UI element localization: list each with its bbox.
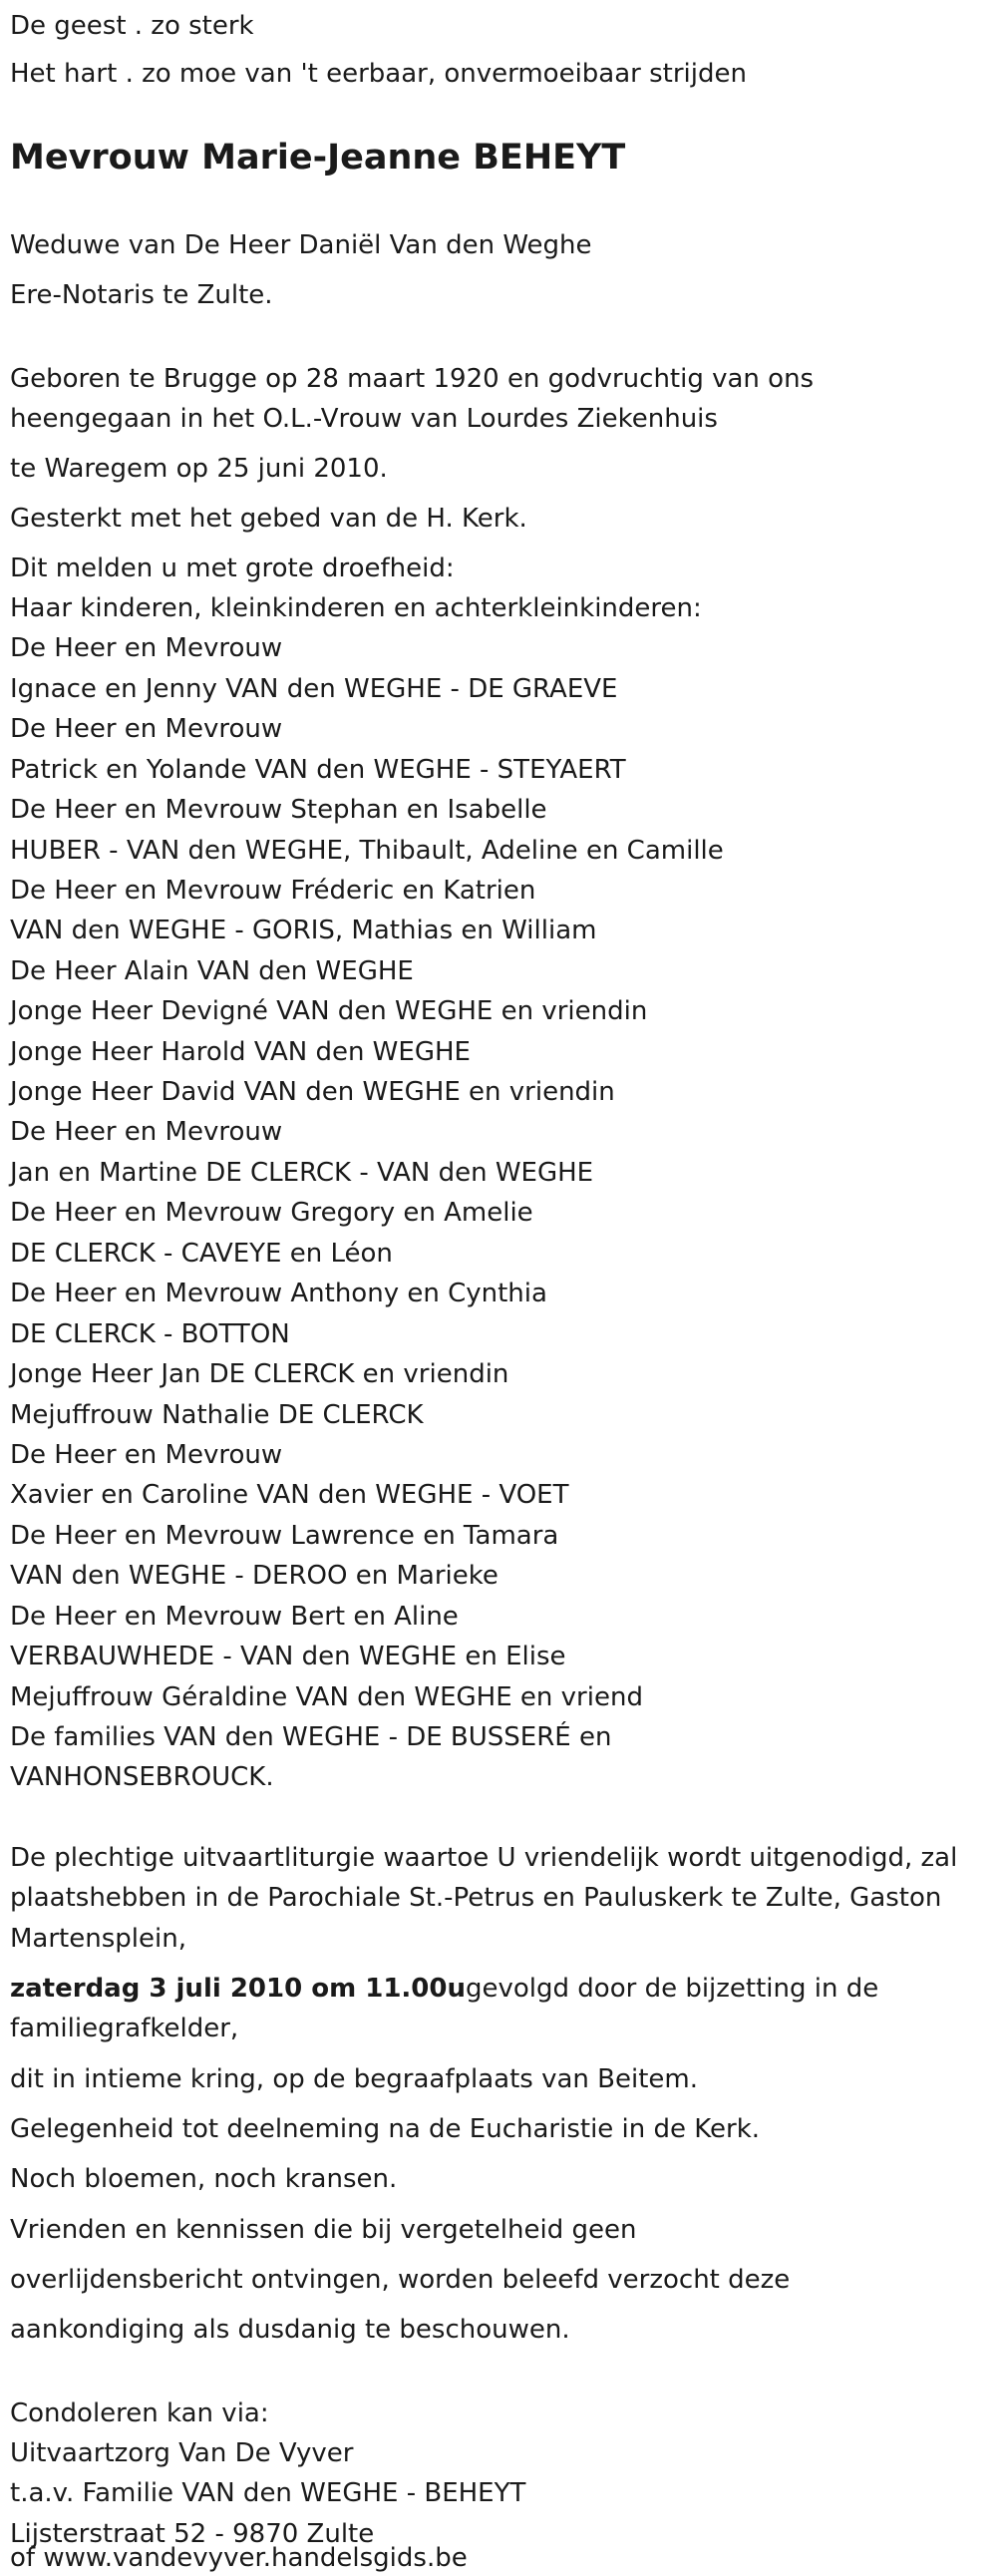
family-line: VANHONSEBROUCK. [10, 1762, 274, 1792]
funeral-line-9: Vrienden en kennissen die bij vergetelheid geen [10, 2215, 637, 2245]
birth-line-1: Geboren te Brugge op 28 maart 1920 en godvruchtig van ons [10, 364, 815, 394]
spouse-line-1: Weduwe van De Heer Daniël Van den Weghe [10, 230, 592, 260]
funeral-line-3: Martensplein, [10, 1924, 186, 1954]
family-line: Jonge Heer Devigné VAN den WEGHE en vriendin [10, 996, 648, 1026]
family-line: De Heer en Mevrouw Gregory en Amelie [10, 1198, 533, 1228]
family-line: Haar kinderen, kleinkinderen en achterkleinkinderen: [10, 593, 702, 623]
family-line: De Heer en Mevrouw [10, 714, 283, 744]
funeral-line-8: Noch bloemen, noch kransen. [10, 2164, 398, 2194]
funeral-date-rest: gevolgd door de bijzetting in de [466, 1974, 879, 2004]
funeral-line-10: overlijdensbericht ontvingen, worden beleefd verzocht deze [10, 2265, 791, 2295]
family-line: VAN den WEGHE - DEROO en Marieke [10, 1561, 498, 1591]
intro-line-2: Het hart . zo moe van 't eerbaar, onvermoeibaar strijden [10, 59, 747, 89]
family-line: Jonge Heer Harold VAN den WEGHE [10, 1037, 471, 1067]
condolences-line-2: Uitvaartzorg Van De Vyver [10, 2438, 354, 2468]
family-line: Patrick en Yolande VAN den WEGHE - STEYAERT [10, 755, 626, 785]
funeral-line-5: familiegrafkelder, [10, 2014, 239, 2043]
funeral-line-2: plaatshebben in de Parochiale St.-Petrus en Pauluskerk te Zulte, Gaston [10, 1883, 942, 1913]
family-line: De Heer en Mevrouw [10, 1440, 283, 1470]
family-line: De Heer en Mevrouw [10, 1117, 283, 1147]
family-line: Xavier en Caroline VAN den WEGHE - VOET [10, 1480, 569, 1510]
family-line: DE CLERCK - BOTTON [10, 1319, 290, 1349]
family-line: De families VAN den WEGHE - DE BUSSERÉ en [10, 1722, 612, 1752]
family-line: Ignace en Jenny VAN den WEGHE - DE GRAEVE [10, 674, 618, 704]
family-line: De Heer en Mevrouw Stephan en Isabelle [10, 795, 547, 825]
birth-line-3: te Waregem op 25 juni 2010. [10, 454, 388, 484]
funeral-line-6: dit in intieme kring, op de begraafplaats van Beitem. [10, 2064, 698, 2094]
family-line: De Heer en Mevrouw Lawrence en Tamara [10, 1521, 559, 1551]
family-line: Mejuffrouw Géraldine VAN den WEGHE en vriend [10, 1682, 643, 1712]
family-line: VAN den WEGHE - GORIS, Mathias en William [10, 916, 597, 945]
funeral-date: zaterdag 3 juli 2010 om 11.00u [10, 1974, 466, 2004]
sacraments-line: Gesterkt met het gebed van de H. Kerk. [10, 504, 527, 534]
family-line: VERBAUWHEDE - VAN den WEGHE en Elise [10, 1642, 566, 1671]
family-line: Jonge Heer Jan DE CLERCK en vriendin [10, 1359, 509, 1389]
family-line: Dit melden u met grote droefheid: [10, 553, 455, 583]
condolences-line-4: Lijsterstraat 52 - 9870 Zulte [10, 2519, 375, 2549]
birth-line-2: heengegaan in het O.L.-Vrouw van Lourdes Ziekenhuis [10, 404, 718, 434]
condolences-line-3: t.a.v. Familie VAN den WEGHE - BEHEYT [10, 2478, 526, 2508]
family-line: De Heer en Mevrouw Fréderic en Katrien [10, 876, 536, 906]
family-line: De Heer en Mevrouw [10, 633, 283, 663]
family-line: Mejuffrouw Nathalie DE CLERCK [10, 1400, 424, 1430]
condolences-line-1: Condoleren kan via: [10, 2398, 269, 2428]
funeral-line-7: Gelegenheid tot deelneming na de Eucharistie in de Kerk. [10, 2114, 761, 2144]
family-line: Jonge Heer David VAN den WEGHE en vriendin [10, 1077, 615, 1107]
funeral-line-11: aankondiging als dusdanig te beschouwen. [10, 2315, 570, 2345]
family-line: De Heer en Mevrouw Anthony en Cynthia [10, 1279, 547, 1308]
spouse-line-2: Ere-Notaris te Zulte. [10, 280, 273, 310]
funeral-line-1: De plechtige uitvaartliturgie waartoe U vriendelijk wordt uitgenodigd, zal [10, 1843, 958, 1873]
family-line: Jan en Martine DE CLERCK - VAN den WEGHE [10, 1158, 594, 1188]
family-line: DE CLERCK - CAVEYE en Léon [10, 1239, 393, 1269]
condolences-website[interactable]: of www.vandevyver.handelsgids.be [10, 2543, 468, 2573]
funeral-date-line [10, 1973, 878, 2005]
intro-line-1: De geest . zo sterk [10, 11, 254, 41]
family-line: De Heer en Mevrouw Bert en Aline [10, 1602, 459, 1632]
deceased-name-title: Mevrouw Marie-Jeanne BEHEYT [10, 138, 626, 178]
family-line: De Heer Alain VAN den WEGHE [10, 956, 414, 986]
family-line: HUBER - VAN den WEGHE, Thibault, Adeline en Camille [10, 836, 724, 866]
